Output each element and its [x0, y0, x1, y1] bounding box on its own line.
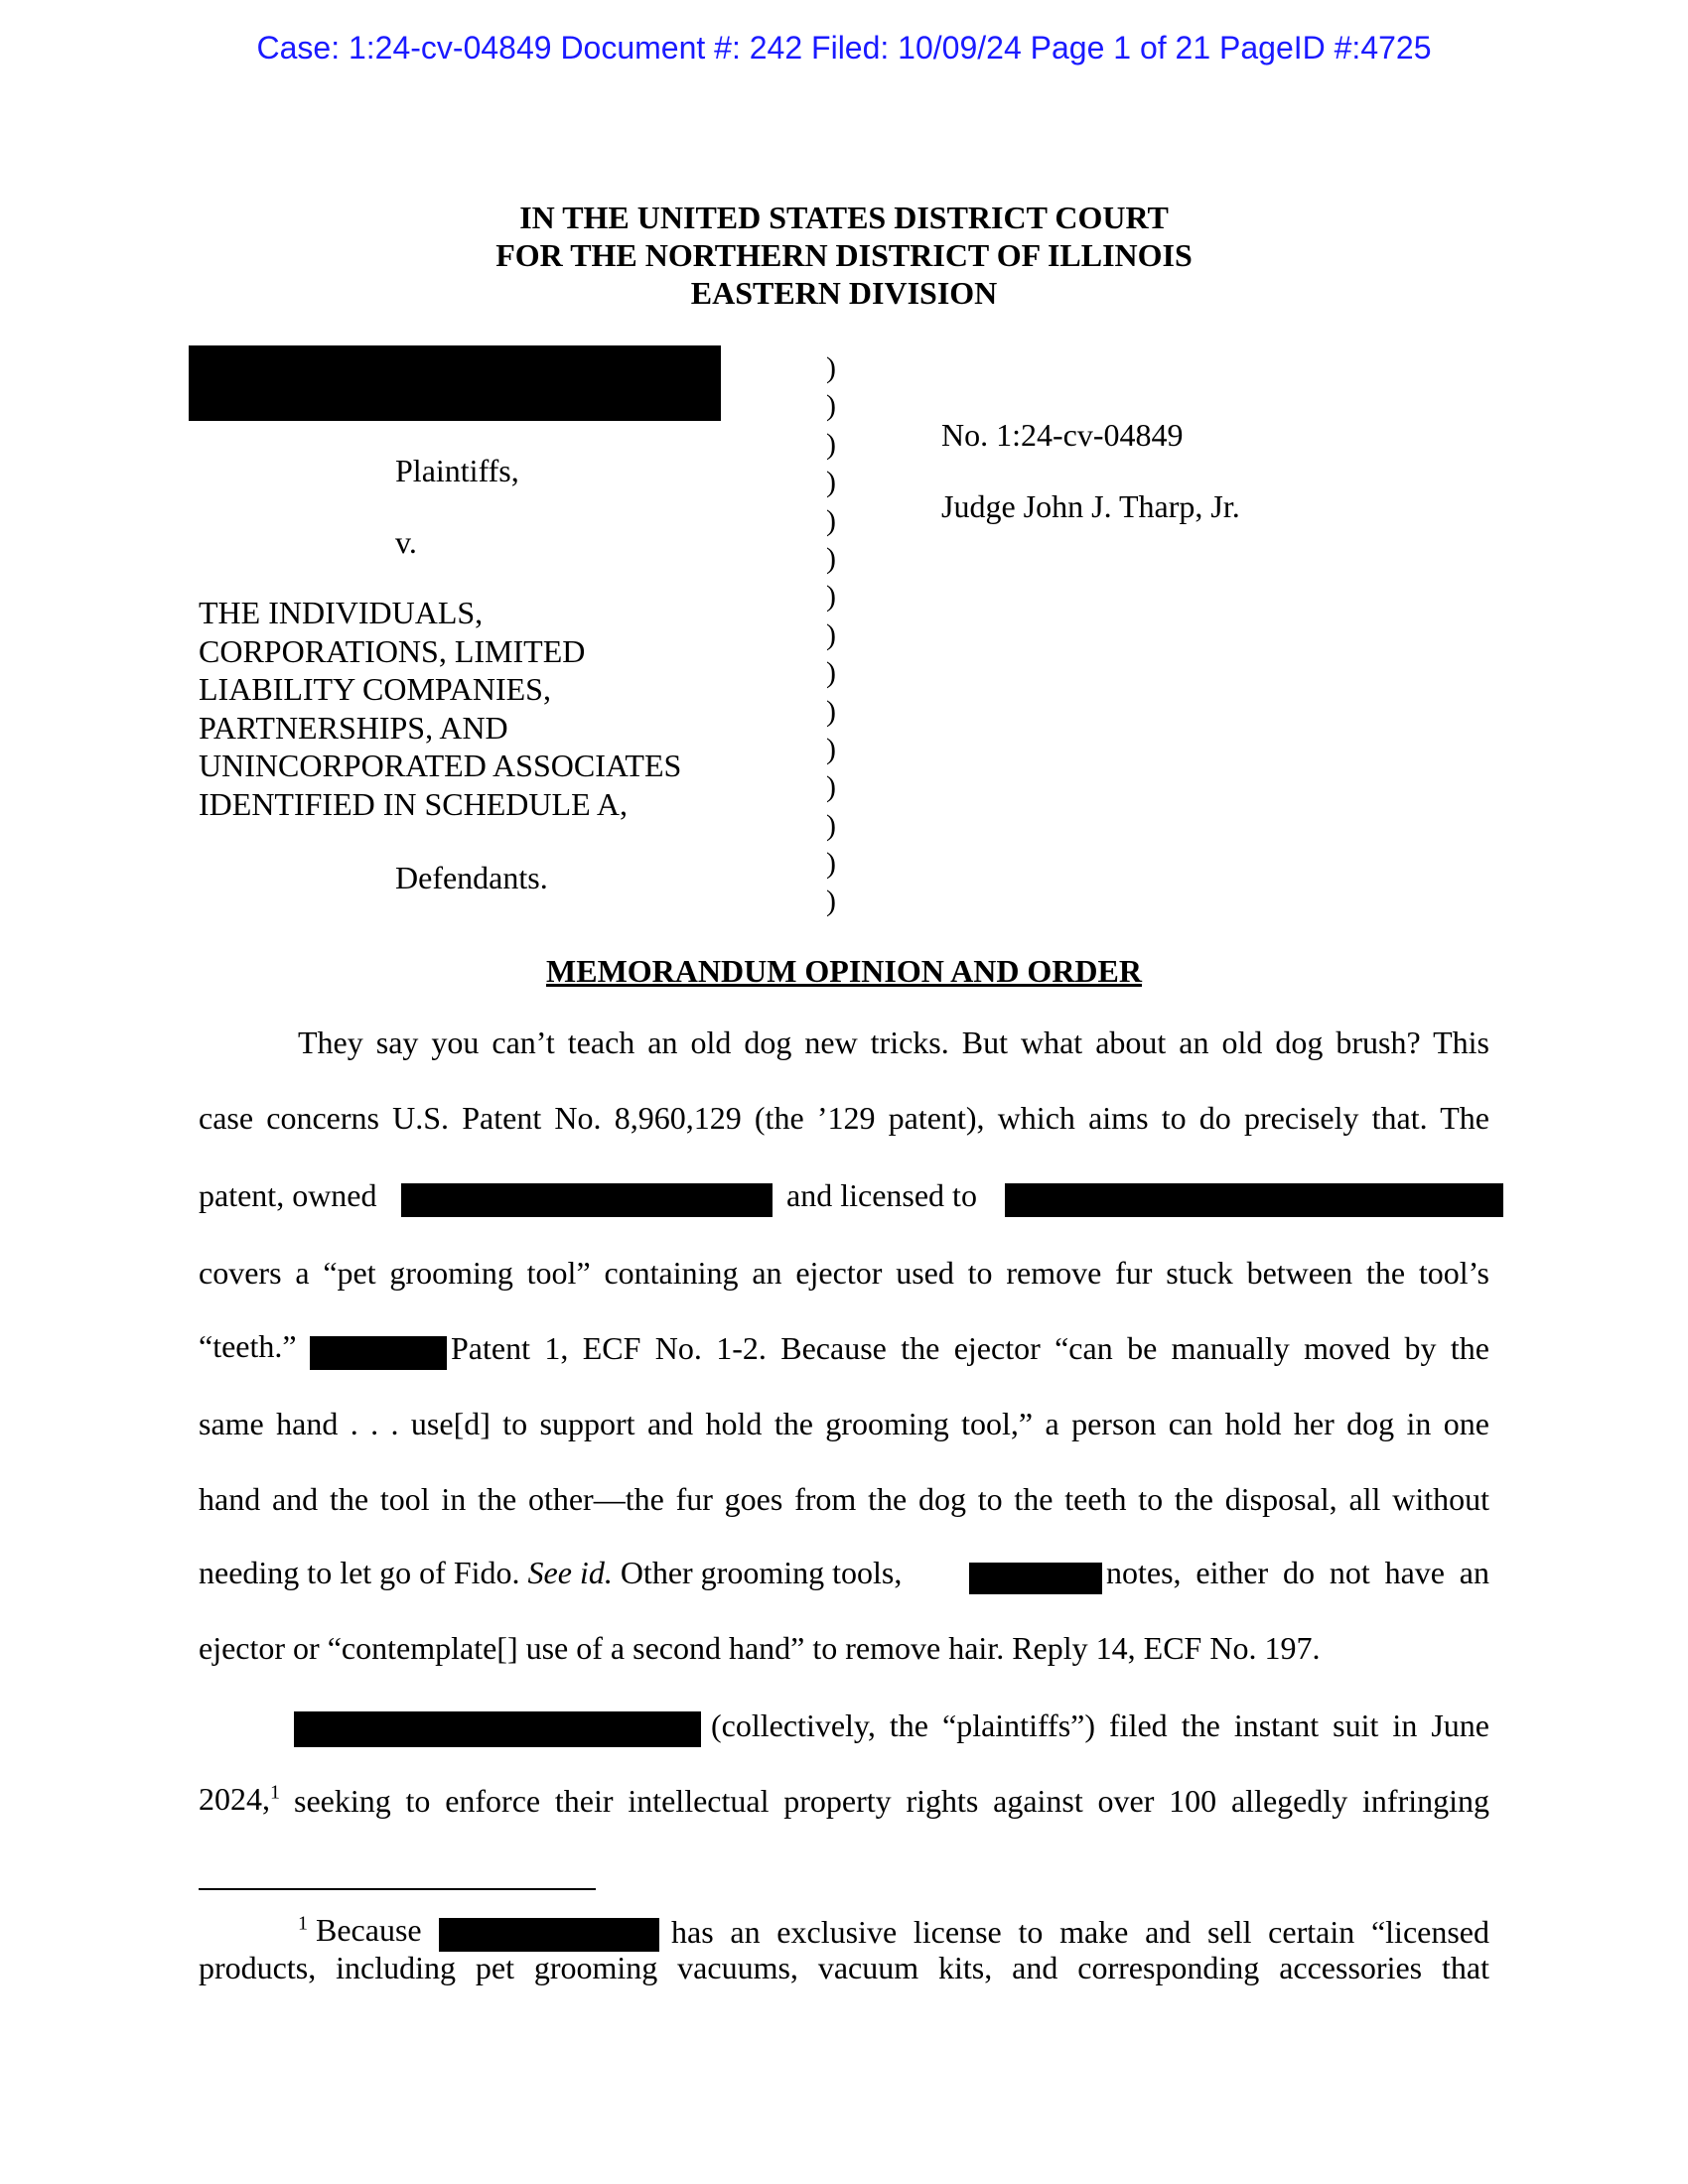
caption-parentheses	[826, 349, 846, 921]
body-line-11b: seeking to enforce their intellectual property rights against over 100 allegedly infringing	[294, 1783, 1489, 1819]
body-line-11a	[199, 1781, 280, 1818]
defendants-line: CORPORATIONS, LIMITED	[199, 632, 586, 669]
paren: )	[826, 847, 836, 881]
paren: )	[826, 541, 836, 575]
body-line-9: ejector or “contemplate[] use of a second hand” to remove hair. Reply 14, ECF No. 197.	[199, 1630, 1321, 1666]
court-heading	[0, 199, 1688, 312]
body-line-8a	[199, 1555, 902, 1591]
paren: )	[826, 617, 836, 651]
versus-label: v.	[395, 524, 417, 560]
redaction-party-short	[310, 1336, 447, 1370]
plaintiffs-label: Plaintiffs,	[395, 453, 519, 488]
defendants-line: IDENTIFIED IN SCHEDULE A,	[199, 785, 628, 822]
redaction-plaintiff-names	[189, 345, 721, 421]
paren: )	[826, 389, 836, 423]
body-line-5a: “teeth.”	[199, 1328, 297, 1364]
body-line-7: hand and the tool in the other—the fur goes from the dog to the teeth to the disposal, all without	[199, 1481, 1489, 1517]
body-line-5b: Patent 1, ECF No. 1-2. Because the ejector “can be manually moved by the	[451, 1330, 1489, 1366]
footnote-line-2: products, including pet grooming vacuums, vacuum kits, and corresponding accessories that	[199, 1950, 1489, 1985]
body-line-10: (collectively, the “plaintiffs”) filed the instant suit in June	[711, 1707, 1489, 1743]
paren: )	[826, 656, 836, 690]
body-line-8c: notes, either do not have an	[1106, 1555, 1489, 1590]
footnote-line-1a	[298, 1912, 422, 1949]
paren: )	[826, 808, 836, 842]
citation-see-id: See id.	[527, 1555, 613, 1590]
court-line-3: EASTERN DIVISION	[690, 275, 998, 311]
footnote-ref: 1	[270, 1781, 280, 1804]
redaction-party-short-2	[969, 1563, 1102, 1594]
defendants-line: UNINCORPORATED ASSOCIATES	[199, 748, 682, 783]
footnote-because: Because	[316, 1912, 422, 1948]
body-line-4: covers a “pet grooming tool” containing an ejector used to remove fur stuck between the tool’s	[199, 1255, 1489, 1291]
redaction-footnote-party	[439, 1918, 659, 1952]
judge-name: Judge John J. Tharp, Jr.	[941, 488, 1240, 524]
defendants-line: LIABILITY COMPANIES,	[199, 671, 551, 707]
body-line-6: same hand . . . use[d] to support and hold the grooming tool,” a person can hold her dog in one	[199, 1406, 1489, 1441]
paren: )	[826, 694, 836, 728]
court-line-2: FOR THE NORTHERN DISTRICT OF ILLINOIS	[495, 237, 1193, 273]
body-line-8b-text: Other grooming tools,	[620, 1555, 903, 1590]
body-line-1: They say you can’t teach an old dog new tricks. But what about an old dog brush? This	[298, 1024, 1489, 1060]
paren: )	[826, 732, 836, 765]
body-line-8a-text: needing to let go of Fido.	[199, 1555, 520, 1590]
defendants-line: PARTNERSHIPS, AND	[199, 709, 508, 746]
paren: )	[826, 466, 836, 499]
document-title: MEMORANDUM OPINION AND ORDER	[546, 953, 1142, 989]
paren: )	[826, 770, 836, 804]
body-line-2: case concerns U.S. Patent No. 8,960,129 (the ’129 patent), which aims to do precisely that. The	[199, 1100, 1489, 1136]
paren: )	[826, 427, 836, 461]
court-line-1: IN THE UNITED STATES DISTRICT COURT	[519, 200, 1169, 235]
body-line-3b: and licensed to	[786, 1177, 977, 1213]
defendants-label: Defendants.	[395, 860, 548, 895]
paren: )	[826, 580, 836, 614]
paren: )	[826, 885, 836, 918]
footnote-line-1b: has an exclusive license to make and sell certain “licensed	[671, 1914, 1489, 1950]
footnote-marker: 1	[298, 1912, 308, 1935]
redaction-licensee	[1005, 1183, 1503, 1217]
redaction-patent-owner	[401, 1183, 773, 1217]
defendants-block	[199, 594, 681, 823]
case-number: No. 1:24-cv-04849	[941, 417, 1184, 453]
year-text: 2024,	[199, 1781, 270, 1817]
redaction-plaintiffs-collective	[294, 1711, 701, 1747]
paren: )	[826, 503, 836, 537]
case-header-stamp: Case: 1:24-cv-04849 Document #: 242 Filed: 10/09/24 Page 1 of 21 PageID #:4725	[256, 30, 1432, 66]
body-line-3a: patent, owned	[199, 1177, 377, 1213]
paren: )	[826, 351, 836, 384]
defendants-line: THE INDIVIDUALS,	[199, 595, 484, 630]
footnote-separator	[199, 1888, 596, 1890]
